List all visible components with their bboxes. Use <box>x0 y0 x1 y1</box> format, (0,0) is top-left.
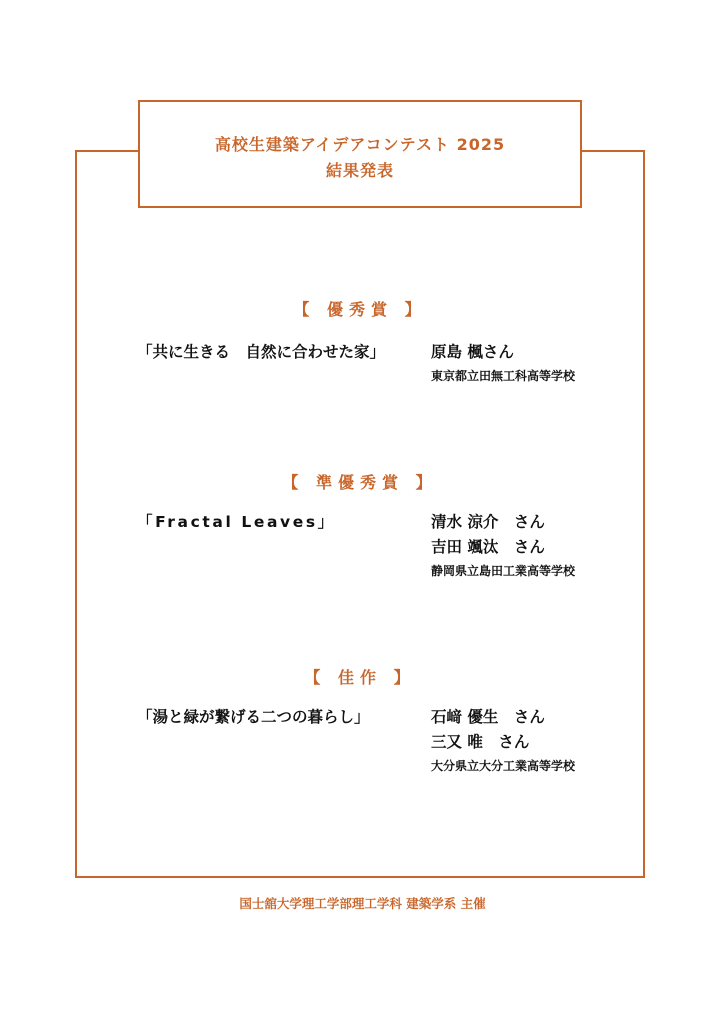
page-title: 高校生建築アイデアコンテスト 2025 <box>214 135 506 154</box>
winner-name: 吉田 颯汰 さん <box>431 538 545 556</box>
title-box <box>138 100 582 208</box>
page-subtitle: 結果発表 <box>325 161 394 180</box>
award-heading-honorable-mention: 【 佳作 】 <box>304 668 416 687</box>
work-title-runner-up: 「Fractal Leaves」 <box>137 513 336 531</box>
school-name: 静岡県立島田工業高等学校 <box>431 564 576 578</box>
winner-name: 三又 唯 さん <box>431 733 530 751</box>
school-name: 大分県立大分工業高等学校 <box>431 759 576 773</box>
award-heading-excellence: 【 優秀賞 】 <box>293 300 427 319</box>
winner-name: 清水 涼介 さん <box>431 513 545 531</box>
work-title-honorable-mention: 「湯と緑が繋げる二つの暮らし」 <box>137 708 370 726</box>
school-name: 東京都立田無工科高等学校 <box>431 369 576 383</box>
work-title-excellence: 「共に生きる 自然に合わせた家」 <box>137 343 386 361</box>
organizer-footer: 国士舘大学理工学部理工学科 建築学系 主催 <box>239 896 486 911</box>
award-heading-runner-up: 【 準優秀賞 】 <box>282 473 438 492</box>
winner-name: 原島 楓さん <box>431 343 514 361</box>
winner-name: 石﨑 優生 さん <box>431 708 545 726</box>
